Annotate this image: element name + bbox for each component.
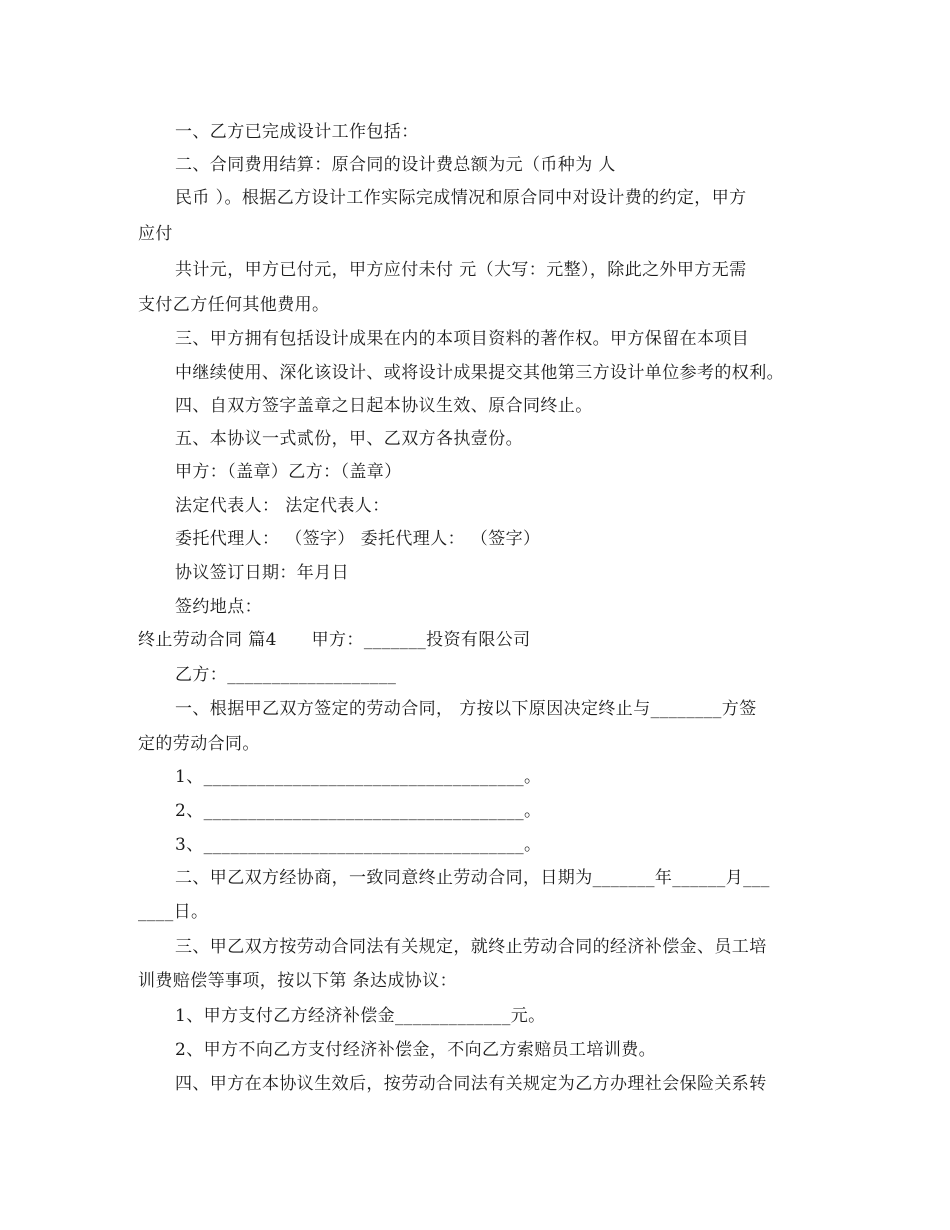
clause-line: 五、本协议一式贰份，甲、乙双方各执壹份。 xyxy=(175,429,523,449)
clause-line: 四、自双方签字盖章之日起本协议生效、原合同终止。 xyxy=(175,396,593,416)
clause-line: 三、甲乙双方按劳动合同法有关规定，就终止劳动合同的经济补偿金、员工培 xyxy=(175,937,767,957)
clause-line: 定的劳动合同。 xyxy=(138,734,260,754)
clause-line: 应付 xyxy=(138,224,173,244)
signature-party-line: 甲方：（盖章）乙方：（盖章） xyxy=(175,462,402,482)
reason-line: 3、____________________________________。 xyxy=(175,835,542,855)
clause-line: 中继续使用、深化该设计、或将设计成果提交其他第三方设计单位参考的权利。 xyxy=(175,363,784,383)
signing-place-line: 签约地点： xyxy=(175,597,262,617)
clause-line: 二、甲乙双方经协商，一致同意终止劳动合同，日期为_______年______月___ xyxy=(175,868,770,888)
reason-line: 2、____________________________________。 xyxy=(175,801,542,821)
clause-line: 二、合同费用结算：原合同的设计费总额为元（币种为 人 xyxy=(175,155,616,175)
clause-line: 支付乙方任何其他费用。 xyxy=(138,295,330,315)
section-heading: 终止劳动合同 篇4 甲方：_______投资有限公司 xyxy=(138,630,531,650)
clause-line: 1、甲方支付乙方经济补偿金_____________元。 xyxy=(175,1006,546,1026)
clause-line: 2、甲方不向乙方支付经济补偿金，不向乙方索赔员工培训费。 xyxy=(175,1040,657,1060)
clause-line: 民币 ）。根据乙方设计工作实际完成情况和原合同中对设计费的约定，甲方 xyxy=(175,188,747,208)
clause-line: 训费赔偿等事项，按以下第 条达成协议： xyxy=(138,971,458,991)
clause-line: 三、甲方拥有包括设计成果在内的本项目资料的著作权。甲方保留在本项目 xyxy=(175,329,750,349)
clause-line: 四、甲方在本协议生效后，按劳动合同法有关规定为乙方办理社会保险关系转 xyxy=(175,1074,767,1094)
clause-line: 一、乙方已完成设计工作包括： xyxy=(175,122,419,142)
clause-line: ____日。 xyxy=(138,902,209,922)
legal-representative-line: 法定代表人： 法定代表人： xyxy=(175,496,390,516)
party-b-line: 乙方：___________________ xyxy=(175,665,397,685)
signing-date-line: 协议签订日期：年月日 xyxy=(175,563,349,583)
clause-line: 一、根据甲乙双方签定的劳动合同， 方按以下原因决定终止与________方签 xyxy=(175,699,757,719)
clause-line: 共计元，甲方已付元，甲方应付未付 元（大写：元整），除此之外甲方无需 xyxy=(175,260,747,280)
agent-line: 委托代理人： （签字） 委托代理人： （签字） xyxy=(175,529,541,549)
reason-line: 1、____________________________________。 xyxy=(175,767,542,787)
